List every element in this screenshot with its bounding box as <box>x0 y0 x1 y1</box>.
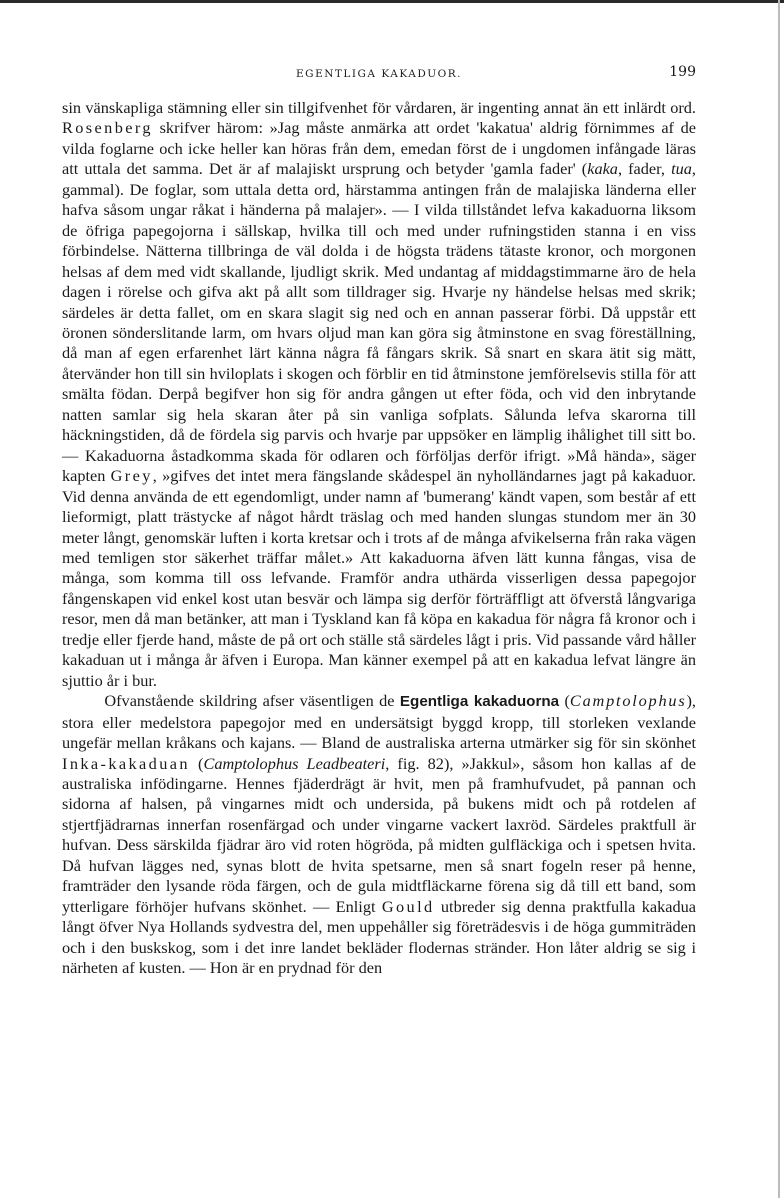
group-heading: Egentliga kakaduorna <box>399 693 560 711</box>
top-border-rule <box>0 0 784 3</box>
text-run: ( <box>189 753 204 773</box>
text-run: Ofvanstående skildring afser väsentligen de <box>104 691 400 711</box>
right-edge-rule <box>778 0 780 1198</box>
italic-word: kaka <box>587 159 618 179</box>
author-name: Grey <box>110 466 153 486</box>
text-run: , »gifves det intet mera fängslande skådespel än nyholländarnes jagt på kakaduor. Vid denna använda de ett egendomligt, under namn af 'bumerang' kändt vapen, som består af ett lieformigt, platt trästycke af något hårdt träslag och med handen slungas stundom mer än 30 meter långt, genomskär luften i korta kretsar och i trots af de många afvikelserna från raka vägen med temligen stor säkerhet träffar målet.» Att kakaduorna äfven lätt kunna fångas, visa de många, som komma till oss lefvande. Framför andra uthärda visserligen dessa papegojor fångenskapen vid enkel kost utan besvär och lämpa sig derför förträffligt att öfverstå långvariga resor, men då man betänker, att man i Tyskland kan få köpa en kakadua för några få kronor och i tredje eller fjerde hand, måste de på ort och ställe stå särdeles lågt i pris. Vid passande vård håller kakaduan ut i många år äfven i Europa. Man känner exempel på att en kakadua lefvat längre än sjuttio år i bur. <box>62 466 696 690</box>
text-run: skrifver härom: »Jag måste anmärka att ordet 'kakatua' aldrig förnimmes af de vilda foglarne och icke heller kan höras från dem, emedan först de i ungdomen infångade läras att uttala det samma. Det är af malajiskt ursprung och betyder 'gamla fader' ( <box>62 118 696 179</box>
author-name: Rosenberg <box>62 118 153 138</box>
page-number: 199 <box>669 64 696 80</box>
paragraph-1 <box>62 98 696 691</box>
running-head <box>62 64 696 98</box>
paragraph-2 <box>62 691 696 978</box>
text-run: ( <box>559 691 570 711</box>
text-run: utbreder sig denna praktfulla kakadua långt öfver Nya Hollands sydvestra del, men uppehåller sig företrädesvis i de höga gummiträden och i den buskskog, som i det inre landet bekläder flodernas stränder. Hon låter aldrig se sig i närheten af kusten. — Hon är en prydnad för den <box>62 896 696 978</box>
text-run: , gammal). De foglar, som uttala detta ord, härstamma antingen från de malajiska länderna eller hafva såsom ungar råkat i händerna på malajer». — I vilda tillståndet lefva kakaduorna liksom de öfriga papegojorna i sällskap, hvilka till och med under rufningstiden stanna i en viss förbindelse. Nätterna tillbringa de väl dolda i de högsta trädens tätaste kronor, och morgonen helsas af dem med vidt skallande, ljudligt skrik. Med undantag af middagstimmarne äro de hela dagen i rörelse och gifva akt på allt som tilldrager sig. Hvarje ny händelse helsas med skrik; särdeles är detta fallet, om en skara slagit sig ned och en annan passerar förbi. Då uppstår ett öronen sönderslitande larm, om hvars oljud man kan göra sig åtminstone en svag föreställning, då man af egen erfarenhet lärt känna några få fångars skrik. Så snart en skara ätit sig mätt, återvänder hon till sin hviloplats i skogen och förblir en tid åtminstone jemförelsevis stilla för att smälta födan. Derpå begifver hon sig för andra gången ut efter föda, och vid den inbrytande natten samlar sig hela skaran åter på sin vanliga sofplats. Sålunda lefva skarorna till häckningstiden, då de fördela sig parvis och hvarje par uppsöker en lämplig ihålighet till sitt bo. — Kakaduorna åstadkomma skada för odlaren och förföljas derför ifrigt. »Må hända», säger kapten <box>62 159 696 486</box>
book-page <box>62 64 696 978</box>
author-name: Gould <box>381 896 435 916</box>
common-name: Inka-kakaduan <box>62 753 190 773</box>
species-name: Camptolophus Leadbeateri <box>203 753 386 773</box>
body-text <box>62 98 696 978</box>
text-run: , fig. 82), »Jakkul», såsom hon kallas af de australiska infödingarne. Hennes fjäderdrägt är hvit, men på framhufvudet, på pannan och sidorna af halsen, på vingarnes midt och undersida, på bukens midt och på rotdelen af stjertfjädrarnas innerfan rosenfärgad och under vingarne vackert laxröd. Särdeles praktfull är hufvan. Dess särskilda fjädrar äro vid roten högröda, på midten gulfläckiga och i spetsen hvita. Då hufvan lägges ned, synas blott de hvita spetsarne, men så snart fogeln reser på henne, framträder den lysande röda färgen, och de gula midtfläckarne förena sig då till ett band, som ytterligare förhöjer hufvans skönhet. — Enligt <box>62 753 696 916</box>
italic-word: tua <box>671 159 692 179</box>
text-run: ), stora eller medelstora papegojor med en undersätsigt byggd kropp, till storleken vexlande ungefär mellan kråkans och kajans. — Bland de australiska arterna utmärker sig för sin skönhet <box>62 691 696 753</box>
text-run: , fader, <box>617 159 672 179</box>
genus-name: Camptolophus <box>569 691 687 711</box>
running-title: EGENTLIGA KAKADUOR. <box>296 68 462 80</box>
text-run: sin vänskapliga stämning eller sin tillgifvenhet för vårdaren, är ingenting annat än ett inlärdt ord. <box>62 98 696 117</box>
